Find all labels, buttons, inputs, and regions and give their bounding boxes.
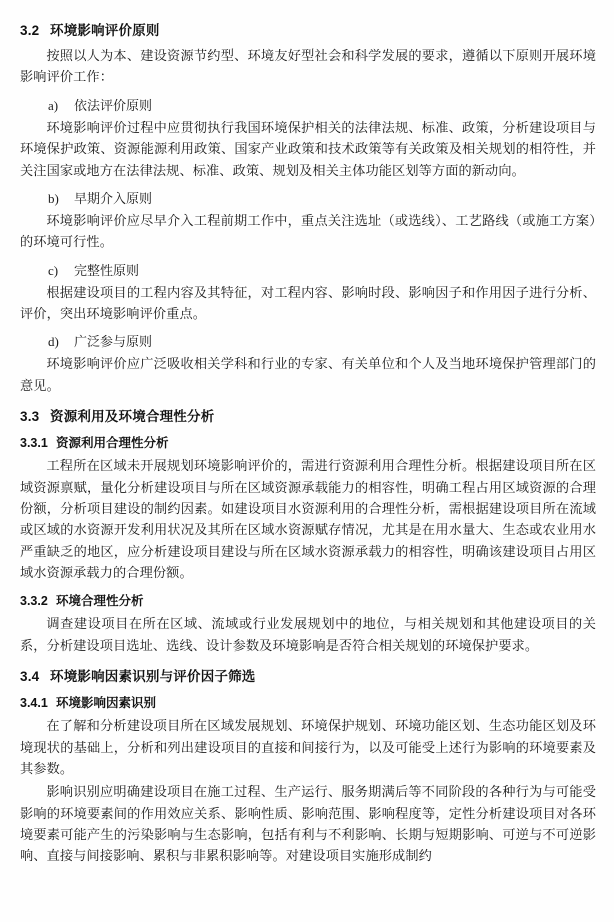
paragraph: 环境影响评价应广泛吸收相关学科和行业的专家、有关单位和个人及当地环境保护管理部门的意见。	[20, 356, 596, 393]
list-item	[20, 260, 596, 279]
paragraph: 环境影响评价应尽早介入工程前期工作中，重点关注选址（或选线）、工艺路线（或施工方案）的环境可行性。	[20, 212, 596, 250]
section-title: 环境影响评价原则	[50, 23, 160, 38]
list-item-label: 完整性原则	[74, 262, 140, 278]
section-number: 3.3.1	[20, 436, 48, 451]
section-title: 环境影响因素识别与评价因子筛选	[50, 669, 256, 685]
section-title: 资源利用及环境合理性分析	[50, 409, 215, 425]
section-heading-3-4-1	[20, 693, 596, 711]
section-heading-3-2	[20, 19, 596, 39]
paragraph: 调查建设项目在所在区域、流域或行业发展规划中的地位，与相关规划和其他建设项目的关系，分析建设项目选址、选线、设计参数及环境影响是否符合相关规划的环境保护要求。	[20, 616, 596, 653]
section-number: 3.4	[20, 669, 40, 685]
section-heading-3-4	[20, 665, 596, 685]
section-number: 3.3.2	[20, 594, 48, 609]
section-heading-3-3	[20, 405, 596, 425]
list-marker: d)	[48, 334, 59, 350]
section-title: 环境合理性分析	[56, 594, 144, 609]
list-item-label: 依法评价原则	[74, 97, 153, 113]
list-item	[20, 95, 596, 114]
paragraph: 按照以人为本、建设资源节约型、环境友好型社会和科学发展的要求，遵循以下原则开展环境影响评价工作：	[20, 48, 596, 85]
section-title: 资源利用合理性分析	[56, 436, 169, 451]
list-marker: b)	[48, 190, 59, 206]
section-title: 环境影响因素识别	[56, 696, 157, 711]
section-number: 3.2	[20, 23, 40, 38]
paragraph: 根据建设项目的工程内容及其特征，对工程内容、影响时段、影响因子和作用因子进行分析、评价，突出环境影响评价重点。	[20, 284, 596, 321]
list-marker: a)	[48, 97, 59, 113]
list-item	[20, 188, 596, 207]
paragraph: 影响识别应明确建设项目在施工过程、生产运行、服务期满后等不同阶段的各种行为与可能受影响的环境要素间的作用效应关系、影响性质、影响范围、影响程度等，定性分析建设项目对各环境要素可能产生的污染影响与生态影响，包括有利与不利影响、长期与短期影响、可逆与不可逆影响、直接与间接影响、累积与非累积影响等。对建设项目实施形成制约	[20, 784, 596, 864]
list-item-label: 早期介入原则	[74, 190, 153, 206]
list-item	[20, 331, 596, 350]
paragraph: 在了解和分析建设项目所在区域发展规划、环境保护规划、环境功能区划、生态功能区划及环境现状的基础上，分析和列出建设项目的直接和间接行为，以及可能受上述行为影响的环境要素及其参数。	[20, 718, 596, 776]
section-heading-3-3-1	[20, 433, 596, 451]
section-number: 3.3	[20, 409, 40, 425]
section-heading-3-3-2	[20, 591, 596, 609]
list-marker: c)	[48, 262, 59, 278]
section-number: 3.4.1	[20, 696, 48, 711]
paragraph: 工程所在区域未开展规划环境影响评价的，需进行资源利用合理性分析。根据建设项目所在区域资源禀赋，量化分析建设项目与所在区域资源承载能力的相容性，明确工程占用区域资源的合理份额，分析项目建设的制约因素。如建设项目水资源利用的合理性分析，需根据建设项目所在流域或区域的水资源开发利用状况及其所在区域水资源赋存情况，尤其是在用水量大、生态或农业用水严重缺乏的地区，应分析建设项目建设与所在区域水资源承载力的相容性，明确该建设项目占用区域水资源承载力的合理份额。	[20, 458, 596, 580]
list-item-label: 广泛参与原则	[74, 334, 153, 350]
paragraph: 环境影响评价过程中应贯彻执行我国环境保护相关的法律法规、标准、政策，分析建设项目与环境保护政策、资源能源利用政策、国家产业政策和技术政策等有关政策及相关规划的相符性，并关注国家或地方在法律法规、标准、政策、规划及相关主体功能区划等方面的新动向。	[20, 119, 596, 178]
